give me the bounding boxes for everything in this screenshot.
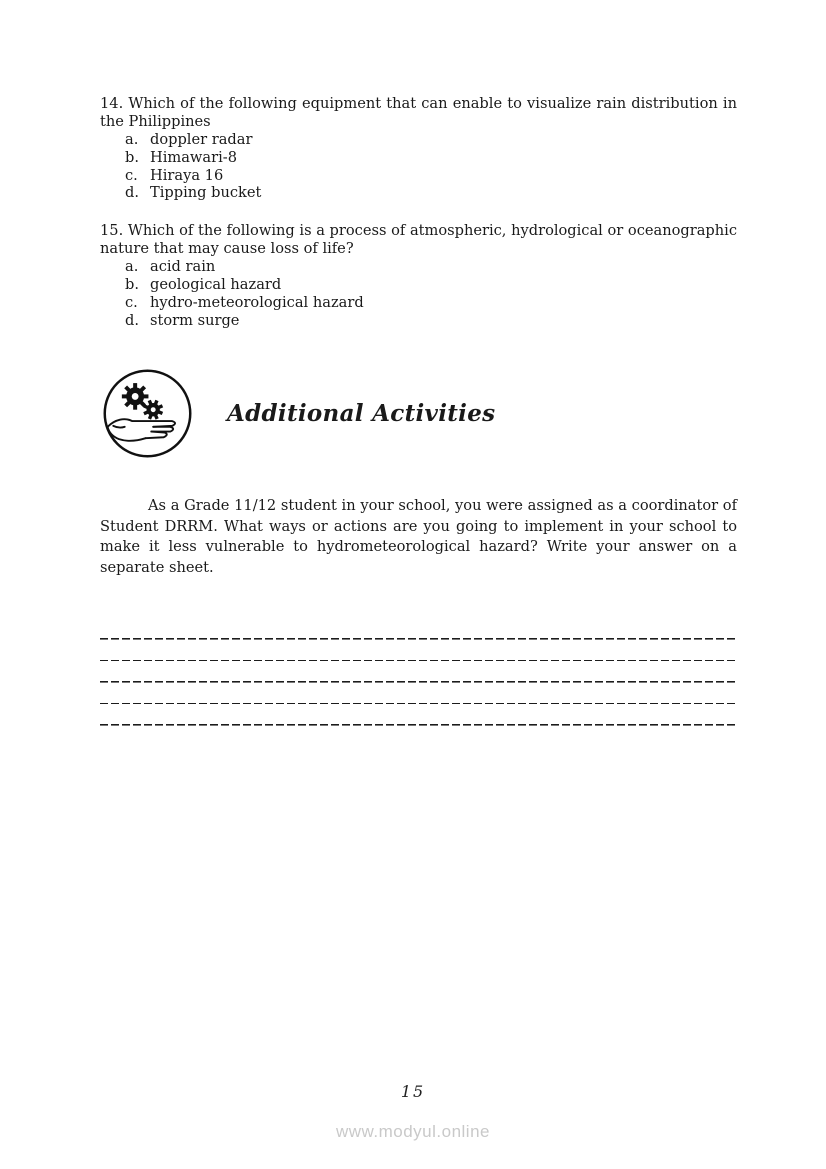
option-label: storm surge [150,311,240,329]
question-15 [100,222,737,329]
watermark: www.modyul.online [335,1122,490,1141]
question-14-options [125,131,737,202]
option-letter: c. [125,293,138,311]
answer-line [100,704,737,726]
section-title: Additional Activities [227,400,496,428]
answer-line [100,683,737,705]
option-label: hydro-meteorological hazard [150,293,364,311]
question-15-options [125,258,737,329]
answer-line [100,618,737,640]
question-14-text: 14. Which of the following equipment that can enable to visualize rain distribution in the Philippines [100,95,737,130]
option-letter: b. [125,275,139,293]
option-row [125,312,737,330]
option-letter: d. [125,311,139,329]
option-label: Himawari-8 [150,148,237,166]
answer-line [100,640,737,662]
option-row [125,258,737,276]
option-row [125,184,737,202]
option-letter: c. [125,166,138,184]
option-letter: b. [125,148,139,166]
page-number: 15 [400,1082,426,1101]
option-letter: d. [125,184,139,202]
additional-activities-header [100,366,737,461]
option-row [125,131,737,149]
option-letter: a. [125,258,139,276]
question-15-text: 15. Which of the following is a process of atmospheric, hydrological or oceanographic nature that may cause loss of life? [100,222,737,258]
question-14 [100,95,737,202]
option-label: geological hazard [150,275,282,293]
option-row [125,276,737,294]
option-label: Tipping bucket [150,184,262,202]
activity-paragraph: As a Grade 11/12 student in your school, you were assigned as a coordinator of Student DRRM. What ways or actions are you going to implement in your school to make it less vulnerable to hydrometeorological hazard? Write your answer on a separate sheet. [100,497,737,576]
page-content [100,95,737,726]
answer-line [100,661,737,683]
option-row [125,167,737,185]
answer-lines [100,618,737,726]
option-label: acid rain [150,258,216,276]
option-letter: a. [125,131,139,148]
gears-in-hand-icon [100,366,195,461]
option-row [125,294,737,312]
option-row [125,149,737,167]
option-label: doppler radar [150,131,253,148]
option-label: Hiraya 16 [150,166,224,184]
